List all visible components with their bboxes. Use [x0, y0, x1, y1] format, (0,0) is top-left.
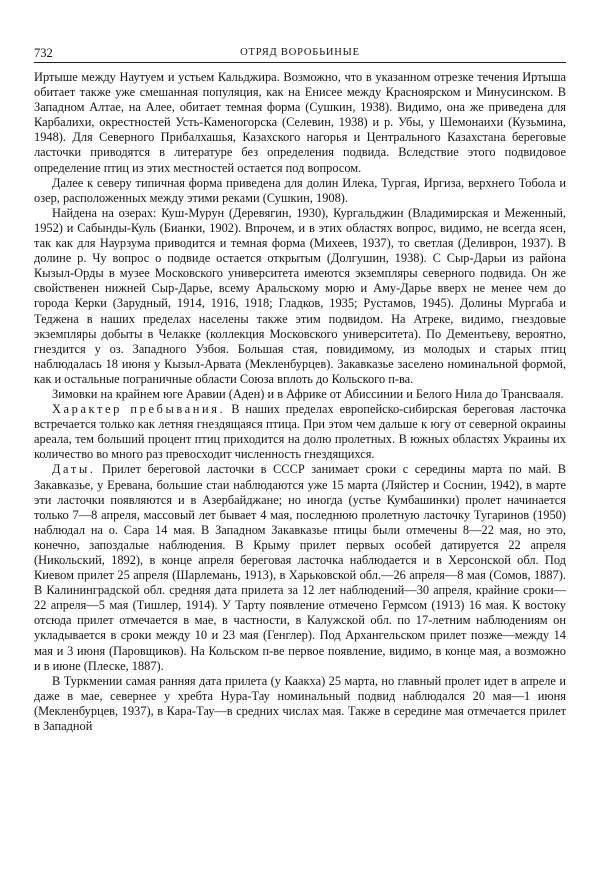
- paragraph-last: В Туркмении самая ранняя дата прилета (у Каакха) 25 марта, но главный пролет идет в апреле и даже в мае, севернее у хребта Нура-Тау номинальный подвид наблюдался 20 мая—1 июня (Мекленбурцев, 1937), в Кара-Тау—в средних числах мая. Также в середине мая отмечается прилет в Западной: [34, 673, 566, 734]
- page-number: 732: [34, 46, 53, 60]
- page-header: [34, 40, 566, 62]
- header-rule: [34, 62, 566, 63]
- running-title: ОТРЯД ВОРОБЬИНЫЕ: [240, 47, 360, 58]
- character-text: В наших пределах европейско-сибирская береговая ласточка встречается только как летняя гнездящаяся птица. При этом чем дальше к югу от северной окраины ареала, тем больший процент птиц приходится на долю пролетных. В южных областях Украины их количество во много раз превосходит численность гнездящихся.: [34, 402, 566, 462]
- section-heading-dates: Даты.: [52, 462, 96, 477]
- page-body: [34, 70, 566, 734]
- paragraph-character: [34, 402, 566, 462]
- paragraph: Найдена на озерах: Куш-Мурун (Деревягин, 1930), Кургальджин (Владимирская и Меженный, 1952) и Сабынды-Куль (Бианки, 1902). Впрочем, и в этих областях вопрос, видимо, не всегда ясен, так как для Наурзума приводится и темная форма (Михеев, 1937), то светлая (Деливрон, 1937). В долине р. Чу вопрос о подвиде остается открытым (Долгушин, 1938). С Сыр-Дарьи из района Кызыл-Орды в музее Московского университета имеются экземпляры северного подвида. Он же свойственен нижней Сыр-Дарье, всему Аральскому морю и Аму-Дарье вверх не менее чем до города Керки (Зарудный, 1914, 1916, 1918; Гладков, 1935; Рустамов, 1945). Долины Мургаба и Теджена в наших пределах населены также этим подвидом. На Атреке, видимо, гнездовые экземпляры добыты в Челакке (коллекция Московского университета). По Дементьеву, вероятно, гнездится у оз. Западного Узбоя. Большая стая, повидимому, из молодых и старых птиц наблюдалась 18 июня у Кызыл-Арвата (Мекленбурцев). Закавказье заселено номинальной формой, как и остальные пограничные области Союза вплоть до Кольского п-ва.: [34, 205, 566, 386]
- dates-text: Прилет береговой ласточки в СССР занимает сроки с середины марта по май. В Закавказье, у Еревана, большие стаи наблюдаются уже 15 марта (Ляйстер и Соснин, 1942), в марте эти ласточки появляются и в Азербайджане; но иногда (устье Кумбашинки) пролет начинается только 7—8 апреля, массовый лет бывает 4 мая, последнюю пролетную ласточку Тугаринов (1950) наблюдал на о. Сара 14 мая. В Западном Закавказье птицы были отмечены 8—22 мая, но это, конечно, запоздалые наблюдения. В Крыму прилет первых особей датируется 22 апреля (Никольский, 1892), в конце апреля береговая ласточка наблюдается и в Херсонской обл. Под Киевом прилет 25 апреля (Шарлемань, 1913), в Харьковской обл.—26 апреля—8 мая (Сомов, 1887). В Калининградской обл. средняя дата прилета за 12 лет наблюдений—30 апреля, крайние сроки—22 апреля—5 мая (Тишлер, 1914). У Тарту появление отмечено Гермсом (1913) 16 мая. К востоку отсюда прилет отмечается в мае, в частности, в Калужской обл. по 17-летним наблюдениям он укладывается в сроки между 10 и 23 мая (Генглер). Под Архангельском прилет позже—между 14 мая и 3 июня (Паровщиков). На Кольском п-ве первое появление, видимо, в конце мая, а возможно и в июне (Плеске, 1887).: [34, 462, 566, 673]
- paragraph-dates: [34, 462, 566, 673]
- paragraph-continuation: Иртыше между Наутуем и устьем Кальджира. Возможно, что в указанном отрезке течения Иртыша обитает также уже смешанная популяция, как на Енисее между Красноярском и Минусинском. В Западном Алтае, на Алее, обитает темная форма (Сушкин, 1938). Видимо, она же приведена для Карбалихи, окрестностей Усть-Каменогорска (Селевин, 1938) и р. Убы, у Шемонаихи (Кузьмина, 1948). Для Северного Прибалхашья, Казахского нагорья и Центрального Казахстана береговые ласточки приводятся в литературе без определения подвида. Вследствие этого подвидовое определение птиц из этих местностей остается под вопросом.: [34, 70, 566, 175]
- section-heading-character: Характер пребывания.: [52, 402, 226, 417]
- paragraph: Далее к северу типичная форма приведена для долин Илека, Тургая, Иргиза, верхнего Тобола и озер, расположенных между этими реками (Сушкин, 1908).: [34, 175, 566, 205]
- paragraph: Зимовки на крайнем юге Аравии (Аден) и в Африке от Абиссинии и Белого Нила до Трансвааля.: [52, 386, 564, 401]
